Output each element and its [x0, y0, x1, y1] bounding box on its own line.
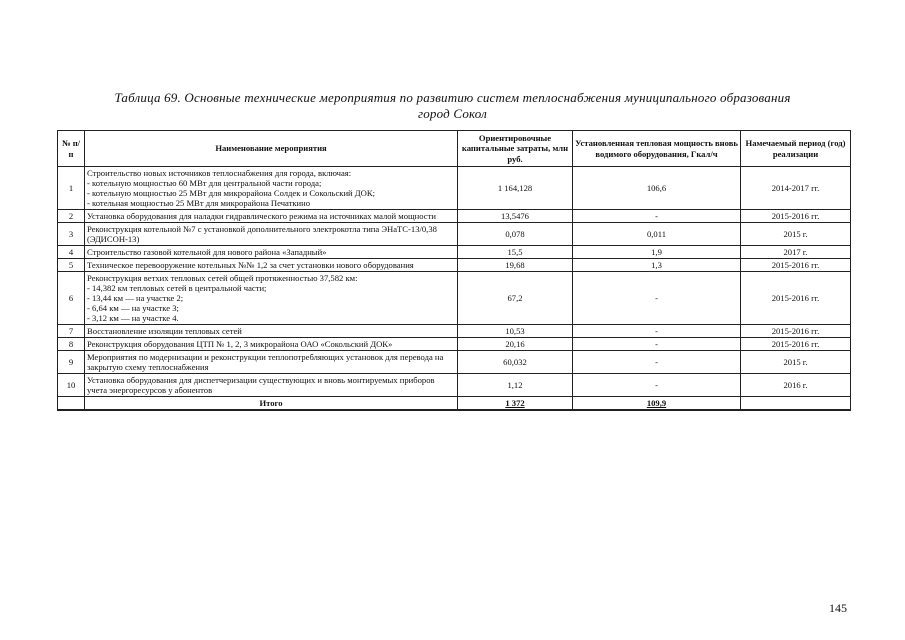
- cell-name: Строительство новых источников теплоснабжения для города, включая: - котельную мощностью 60 МВт для центральной части города; - котельную мощностью 25 МВт для микрорайона Солдек и Сокольский ДОК; - котельная мощностью 25 МВт для микрорайона Печаткино: [85, 167, 458, 210]
- cell-cost: 60,032: [458, 351, 573, 374]
- cell-num: 5: [58, 259, 85, 272]
- header-capacity: Установленная тепловая мощность вновь водимого оборудования, Гкал/ч: [573, 131, 741, 167]
- table-row: [58, 272, 851, 325]
- cell-capacity: 1,3: [573, 259, 741, 272]
- table-row: [58, 338, 851, 351]
- cell-num: 7: [58, 325, 85, 338]
- header-num: № п/п: [58, 131, 85, 167]
- cell-capacity: 1,9: [573, 246, 741, 259]
- cell-cost: 67,2: [458, 272, 573, 325]
- cell-cost: 1 164,128: [458, 167, 573, 210]
- cell-name: Строительство газовой котельной для нового района «Западный»: [85, 246, 458, 259]
- cell-num: 3: [58, 223, 85, 246]
- cell-name: Реконструкция котельной №7 с установкой дополнительного электрокотла типа ЭНаТС-13/0,38 (ЭДИСОН-13): [85, 223, 458, 246]
- total-period: [741, 397, 851, 411]
- cell-capacity: -: [573, 210, 741, 223]
- cell-cost: 15,5: [458, 246, 573, 259]
- table-row: [58, 259, 851, 272]
- table-caption: [40, 90, 865, 122]
- cell-period: 2015 г.: [741, 223, 851, 246]
- cell-name: Установка оборудования для наладки гидравлического режима на источниках малой мощности: [85, 210, 458, 223]
- total-label: Итого: [85, 397, 458, 411]
- table-total-row: [58, 397, 851, 411]
- caption-line-2: город Сокол: [417, 106, 488, 121]
- table-row: [58, 325, 851, 338]
- cell-period: 2015-2016 гг.: [741, 210, 851, 223]
- header-cost: Ориентировочные капитальные затраты, млн руб.: [458, 131, 573, 167]
- cell-num: 6: [58, 272, 85, 325]
- cell-num: 1: [58, 167, 85, 210]
- cell-name: Мероприятия по модернизации и реконструкции теплопотребляющих установок для перевода на закрытую схему теплоснабжения: [85, 351, 458, 374]
- table-row: [58, 223, 851, 246]
- header-period: Намечаемый период (год) реализации: [741, 131, 851, 167]
- cell-capacity: -: [573, 351, 741, 374]
- cell-capacity: -: [573, 325, 741, 338]
- cell-num: 10: [58, 374, 85, 397]
- cell-capacity: -: [573, 272, 741, 325]
- cell-name: Техническое перевооружение котельных №№ 1,2 за счет установки нового оборудования: [85, 259, 458, 272]
- header-name: Наименование мероприятия: [85, 131, 458, 167]
- table-row: [58, 351, 851, 374]
- cell-period: 2014-2017 гг.: [741, 167, 851, 210]
- cell-cost: 13,5476: [458, 210, 573, 223]
- total-capacity: 109,9: [573, 397, 741, 411]
- table-header-row: [58, 131, 851, 167]
- cell-cost: 10,53: [458, 325, 573, 338]
- cell-num: 9: [58, 351, 85, 374]
- cell-capacity: 106,6: [573, 167, 741, 210]
- caption-line-1: Таблица 69. Основные технические мероприятия по развитию систем теплоснабжения муниципального образования: [114, 90, 791, 105]
- table-row: [58, 167, 851, 210]
- cell-capacity: -: [573, 338, 741, 351]
- total-cost: 1 372: [458, 397, 573, 411]
- cell-period: 2015 г.: [741, 351, 851, 374]
- cell-name: Реконструкция оборудования ЦТП № 1, 2, 3 микрорайона ОАО «Сокольский ДОК»: [85, 338, 458, 351]
- cell-name: Реконструкция ветхих тепловых сетей общей протяженностью 37,582 км: - 14,382 км тепловых сетей в центральной части; - 13,44 км — на участке 2; - 6,64 км — на участке 3; - 3,12 км — на участке 4.: [85, 272, 458, 325]
- cell-num-empty: [58, 397, 85, 411]
- cell-capacity: -: [573, 374, 741, 397]
- page-number: 145: [829, 601, 847, 615]
- cell-name: Установка оборудования для диспетчеризации существующих и вновь монтируемых приборов учета энергоресурсов у абонентов: [85, 374, 458, 397]
- cell-cost: 19,68: [458, 259, 573, 272]
- cell-num: 2: [58, 210, 85, 223]
- cell-period: 2015-2016 гг.: [741, 272, 851, 325]
- cell-period: 2015-2016 гг.: [741, 259, 851, 272]
- cell-num: 8: [58, 338, 85, 351]
- table-row: [58, 246, 851, 259]
- cell-name: Восстановление изоляции тепловых сетей: [85, 325, 458, 338]
- table-row: [58, 374, 851, 397]
- cell-cost: 1,12: [458, 374, 573, 397]
- cell-capacity: 0,011: [573, 223, 741, 246]
- cell-num: 4: [58, 246, 85, 259]
- cell-period: 2015-2016 гг.: [741, 325, 851, 338]
- cell-period: 2016 г.: [741, 374, 851, 397]
- cell-cost: 0,078: [458, 223, 573, 246]
- cell-period: 2015-2016 гг.: [741, 338, 851, 351]
- table-row: [58, 210, 851, 223]
- cell-cost: 20,16: [458, 338, 573, 351]
- measures-table: [57, 130, 851, 411]
- cell-period: 2017 г.: [741, 246, 851, 259]
